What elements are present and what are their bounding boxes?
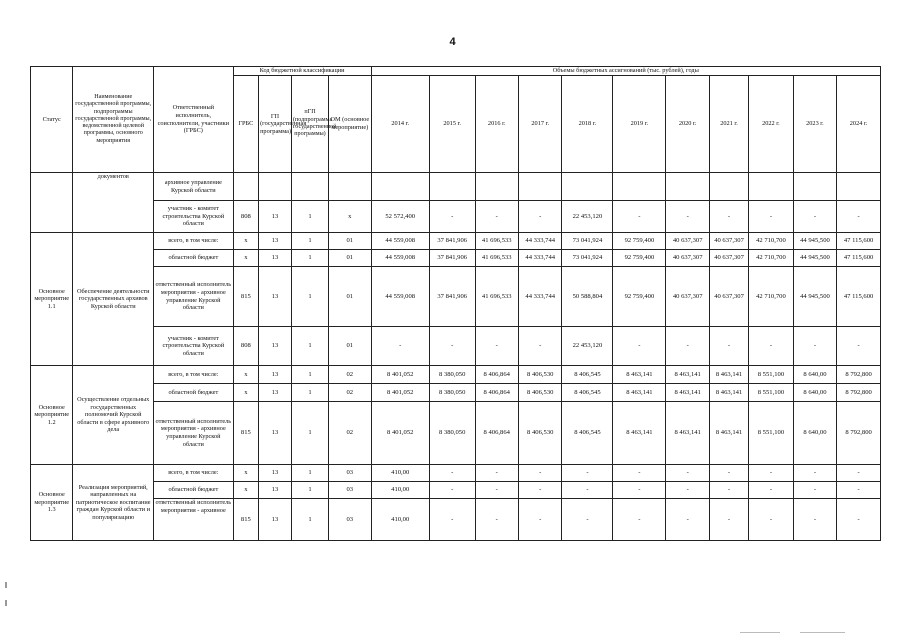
value-cell: - — [613, 499, 666, 541]
value-cell: - — [793, 482, 836, 499]
table-row — [31, 465, 881, 482]
value-cell: - — [518, 499, 561, 541]
value-cell: - — [475, 465, 518, 482]
header-pgp: пГП (подпрограмма государственной программы) — [291, 76, 328, 173]
value-cell: 47 115,600 — [837, 250, 881, 267]
scan-bottom-mark — [740, 632, 780, 633]
table-row — [31, 233, 881, 250]
value-cell: 8 406,864 — [475, 384, 518, 402]
pgp-cell: 1 — [291, 250, 328, 267]
value-cell: 92 759,400 — [613, 250, 666, 267]
value-cell: - — [837, 499, 881, 541]
value-cell: 8 640,00 — [793, 366, 836, 384]
executor-cell: участник - комитет строительства Курской области — [154, 327, 234, 366]
pgp-cell: 1 — [291, 384, 328, 402]
value-cell: - — [562, 465, 613, 482]
header-year: 2014 г. — [371, 76, 429, 173]
value-cell: 37 841,906 — [429, 250, 475, 267]
value-cell: 42 710,700 — [749, 233, 794, 250]
value-cell: 41 696,533 — [475, 267, 518, 327]
value-cell: 8 463,141 — [613, 402, 666, 465]
value-cell: 8 463,141 — [613, 384, 666, 402]
grbs-cell: 808 — [233, 201, 258, 233]
gp-cell: 13 — [259, 465, 292, 482]
executor-cell: областной бюджет — [154, 384, 234, 402]
value-cell: 8 401,052 — [371, 402, 429, 465]
value-cell: 41 696,533 — [475, 233, 518, 250]
executor-cell: всего, в том числе: — [154, 465, 234, 482]
value-cell: 92 759,400 — [613, 267, 666, 327]
gp-cell: 13 — [259, 250, 292, 267]
value-cell: 40 637,307 — [666, 233, 709, 250]
value-cell: 92 759,400 — [613, 233, 666, 250]
scan-bottom-mark — [800, 632, 845, 633]
value-cell: 40 637,307 — [666, 250, 709, 267]
value-cell: 8 551,100 — [749, 366, 794, 384]
status-cell: Основное мероприятие 1.3 — [31, 465, 73, 541]
grbs-cell: х — [233, 250, 258, 267]
om-cell: х — [329, 201, 371, 233]
table-row — [31, 173, 881, 201]
value-cell: 41 696,533 — [475, 250, 518, 267]
value-cell: - — [749, 201, 794, 233]
om-cell: 02 — [329, 366, 371, 384]
header-budget-code: Код бюджетной классификации — [233, 67, 371, 76]
header-year: 2023 г. — [793, 76, 836, 173]
value-cell: - — [429, 499, 475, 541]
om-cell: 03 — [329, 499, 371, 541]
value-cell: - — [371, 327, 429, 366]
header-year: 2015 г. — [429, 76, 475, 173]
pgp-cell: 1 — [291, 465, 328, 482]
value-cell: - — [666, 482, 709, 499]
table-row — [31, 499, 881, 541]
value-cell: 50 588,804 — [562, 267, 613, 327]
value-cell: 40 637,307 — [709, 250, 748, 267]
grbs-cell: 808 — [233, 327, 258, 366]
executor-cell: архивное управление Курской области — [154, 173, 234, 201]
pgp-cell: 1 — [291, 327, 328, 366]
gp-cell: 13 — [259, 366, 292, 384]
pgp-cell: 1 — [291, 402, 328, 465]
value-cell: 44 333,744 — [518, 250, 561, 267]
grbs-cell: 815 — [233, 499, 258, 541]
value-cell: - — [613, 465, 666, 482]
value-cell: - — [429, 482, 475, 499]
value-cell: - — [613, 327, 666, 366]
header-grbs: ГРБС — [233, 76, 258, 173]
value-cell: - — [518, 327, 561, 366]
value-cell: 8 640,00 — [793, 384, 836, 402]
value-cell: 44 559,008 — [371, 267, 429, 327]
value-cell: - — [837, 327, 881, 366]
value-cell: 8 406,545 — [562, 402, 613, 465]
status-cell — [31, 173, 73, 233]
value-cell: - — [837, 465, 881, 482]
gp-cell: 13 — [259, 201, 292, 233]
table-row — [31, 384, 881, 402]
executor-cell: ответственный исполнитель мероприятия - архивное — [154, 499, 234, 541]
value-cell: - — [666, 465, 709, 482]
header-year: 2020 г. — [666, 76, 709, 173]
value-cell: 47 115,600 — [837, 267, 881, 327]
value-cell: 44 945,500 — [793, 233, 836, 250]
value-cell: - — [837, 482, 881, 499]
value-cell: 410,00 — [371, 482, 429, 499]
value-cell: - — [709, 465, 748, 482]
pgp-cell: 1 — [291, 499, 328, 541]
value-cell: 44 559,008 — [371, 250, 429, 267]
value-cell: - — [793, 327, 836, 366]
executor-cell: областной бюджет — [154, 482, 234, 499]
value-cell: 8 406,545 — [562, 366, 613, 384]
om-cell: 01 — [329, 267, 371, 327]
value-cell: 8 406,530 — [518, 366, 561, 384]
pgp-cell: 1 — [291, 267, 328, 327]
executor-cell: всего, в том числе: — [154, 366, 234, 384]
value-cell: 42 710,700 — [749, 267, 794, 327]
value-cell: - — [518, 482, 561, 499]
value-cell: - — [429, 465, 475, 482]
value-cell: - — [793, 201, 836, 233]
value-cell: 73 041,924 — [562, 233, 613, 250]
value-cell: 8 380,050 — [429, 366, 475, 384]
gp-cell: 13 — [259, 267, 292, 327]
value-cell: - — [837, 201, 881, 233]
value-cell: 8 463,141 — [666, 384, 709, 402]
value-cell: - — [475, 201, 518, 233]
value-cell: - — [518, 201, 561, 233]
status-cell: Основное мероприятие 1.1 — [31, 233, 73, 366]
value-cell: 8 463,141 — [666, 402, 709, 465]
value-cell: 42 710,700 — [749, 250, 794, 267]
om-cell: 03 — [329, 482, 371, 499]
grbs-cell: 815 — [233, 267, 258, 327]
header-om: ОМ (основное мероприятие) — [329, 76, 371, 173]
name-cell: Осуществление отдельных государственных полномочий Курской области в сфере архивного дела — [73, 366, 154, 465]
value-cell: 44 945,500 — [793, 267, 836, 327]
om-cell: 01 — [329, 327, 371, 366]
value-cell: 73 041,924 — [562, 250, 613, 267]
name-cell: Реализация мероприятий, направленных на патриотическое воспитание граждан Курской области и популяризацию — [73, 465, 154, 541]
scan-edge-mark — [5, 600, 7, 606]
table-row — [31, 366, 881, 384]
value-cell: - — [709, 201, 748, 233]
value-cell: 8 640,00 — [793, 402, 836, 465]
value-cell: - — [429, 327, 475, 366]
grbs-cell: х — [233, 465, 258, 482]
value-cell: 8 792,800 — [837, 402, 881, 465]
table-row — [31, 250, 881, 267]
value-cell: - — [475, 499, 518, 541]
header-gp: ГП (государственная программа) — [259, 76, 292, 173]
table-row — [31, 327, 881, 366]
value-cell: 44 945,500 — [793, 250, 836, 267]
value-cell: - — [709, 327, 748, 366]
value-cell: 8 401,052 — [371, 366, 429, 384]
value-cell: - — [749, 499, 794, 541]
header-year: 2017 г. — [518, 76, 561, 173]
value-cell: 22 453,120 — [562, 201, 613, 233]
gp-cell: 13 — [259, 402, 292, 465]
executor-cell: всего, в том числе: — [154, 233, 234, 250]
om-cell: 02 — [329, 384, 371, 402]
value-cell: - — [709, 499, 748, 541]
value-cell: - — [749, 327, 794, 366]
grbs-cell: х — [233, 233, 258, 250]
header-volumes: Объемы бюджетных ассигнований (тыс. рублей), годы — [371, 67, 880, 76]
header-year: 2021 г. — [709, 76, 748, 173]
value-cell: - — [666, 201, 709, 233]
value-cell: 8 380,050 — [429, 402, 475, 465]
value-cell: 47 115,600 — [837, 233, 881, 250]
value-cell: 44 559,008 — [371, 233, 429, 250]
value-cell: 8 406,530 — [518, 402, 561, 465]
value-cell: - — [666, 327, 709, 366]
value-cell: - — [793, 499, 836, 541]
value-cell: 8 406,545 — [562, 384, 613, 402]
grbs-cell: х — [233, 366, 258, 384]
value-cell: 8 551,100 — [749, 384, 794, 402]
value-cell: 8 463,141 — [709, 402, 748, 465]
value-cell: - — [666, 499, 709, 541]
header-row — [31, 67, 881, 76]
pgp-cell: 1 — [291, 201, 328, 233]
om-cell: 01 — [329, 250, 371, 267]
value-cell: 37 841,906 — [429, 267, 475, 327]
pgp-cell: 1 — [291, 366, 328, 384]
grbs-cell: х — [233, 384, 258, 402]
value-cell: - — [518, 465, 561, 482]
value-cell: 8 380,050 — [429, 384, 475, 402]
header-executor: Ответственный исполнитель, соисполнители, участники (ГРБС) — [154, 67, 234, 173]
pgp-cell: 1 — [291, 482, 328, 499]
value-cell: 37 841,906 — [429, 233, 475, 250]
header-year: 2016 г. — [475, 76, 518, 173]
value-cell: 44 333,744 — [518, 267, 561, 327]
page-number: 4 — [449, 36, 456, 48]
table-row — [31, 267, 881, 327]
value-cell: 8 406,530 — [518, 384, 561, 402]
value-cell: 40 637,307 — [709, 267, 748, 327]
value-cell: 410,00 — [371, 465, 429, 482]
executor-cell: ответственный исполнитель мероприятия - архивное управление Курской области — [154, 267, 234, 327]
value-cell: - — [562, 482, 613, 499]
om-cell: 01 — [329, 233, 371, 250]
name-cell: документов — [73, 173, 154, 233]
name-cell: Обеспечение деятельности государственных архивов Курской области — [73, 233, 154, 366]
value-cell: - — [475, 482, 518, 499]
value-cell: - — [709, 482, 748, 499]
header-name: Наименование государственной программы, подпрограммы государственной программы, ведомственной целевой программы, основного мероприятия — [73, 67, 154, 173]
header-year: 2019 г. — [613, 76, 666, 173]
value-cell: - — [429, 201, 475, 233]
value-cell: 8 401,052 — [371, 384, 429, 402]
scan-edge-mark — [5, 582, 7, 588]
value-cell: 52 572,400 — [371, 201, 429, 233]
value-cell: 8 792,800 — [837, 384, 881, 402]
grbs-cell: 815 — [233, 402, 258, 465]
value-cell: 40 637,307 — [666, 267, 709, 327]
table-row — [31, 482, 881, 499]
gp-cell: 13 — [259, 233, 292, 250]
gp-cell: 13 — [259, 482, 292, 499]
value-cell: 22 453,120 — [562, 327, 613, 366]
value-cell: 44 333,744 — [518, 233, 561, 250]
value-cell: - — [749, 465, 794, 482]
value-cell: 8 406,864 — [475, 402, 518, 465]
value-cell: 8 463,141 — [666, 366, 709, 384]
value-cell: 8 463,141 — [613, 366, 666, 384]
gp-cell: 13 — [259, 384, 292, 402]
header-status: Статус — [31, 67, 73, 173]
executor-cell: участник - комитет строительства Курской области — [154, 201, 234, 233]
value-cell: - — [475, 327, 518, 366]
value-cell: 8 551,100 — [749, 402, 794, 465]
table-row — [31, 402, 881, 465]
executor-cell: областной бюджет — [154, 250, 234, 267]
grbs-cell: х — [233, 482, 258, 499]
gp-cell: 13 — [259, 499, 292, 541]
header-year: 2022 г. — [749, 76, 794, 173]
table-row — [31, 201, 881, 233]
header-year: 2024 г. — [837, 76, 881, 173]
budget-table — [30, 66, 881, 541]
value-cell: 40 637,307 — [709, 233, 748, 250]
value-cell: - — [613, 482, 666, 499]
header-year: 2018 г. — [562, 76, 613, 173]
value-cell: 410,00 — [371, 499, 429, 541]
value-cell: 8 463,141 — [709, 366, 748, 384]
om-cell: 03 — [329, 465, 371, 482]
value-cell: 8 463,141 — [709, 384, 748, 402]
status-cell: Основное мероприятие 1.2 — [31, 366, 73, 465]
value-cell: - — [749, 482, 794, 499]
value-cell: 8 792,800 — [837, 366, 881, 384]
executor-cell: ответственный исполнитель мероприятия - архивное управление Курской области — [154, 402, 234, 465]
gp-cell: 13 — [259, 327, 292, 366]
value-cell: 8 406,864 — [475, 366, 518, 384]
value-cell: - — [562, 499, 613, 541]
value-cell: - — [793, 465, 836, 482]
pgp-cell: 1 — [291, 233, 328, 250]
om-cell: 02 — [329, 402, 371, 465]
value-cell: - — [613, 201, 666, 233]
